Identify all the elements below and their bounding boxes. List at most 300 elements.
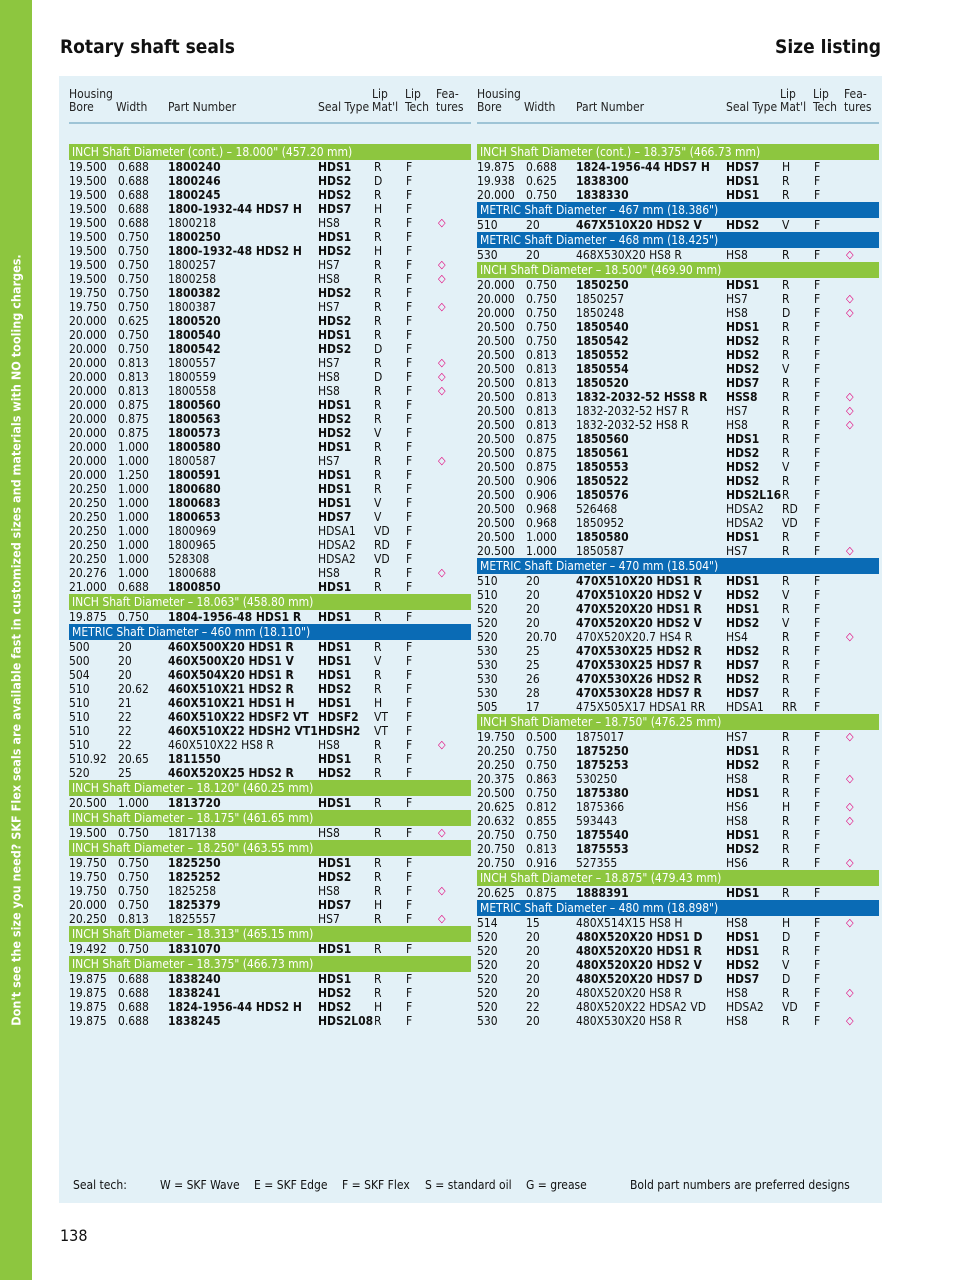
seal-type-cell: HDS2 <box>318 188 352 202</box>
seal-type-cell: HS8 <box>318 272 340 286</box>
part-number-cell: 480X514X15 HS8 H <box>576 916 683 930</box>
table-row <box>477 886 879 900</box>
part-number-cell: 1838300 <box>576 174 629 188</box>
table-row <box>477 160 879 174</box>
table-row <box>477 446 879 460</box>
width-cell: 0.625 <box>526 174 557 188</box>
part-number-cell: 1800969 <box>168 524 217 538</box>
part-number-cell: 460X510X21 HDS1 H <box>168 696 295 710</box>
width-cell: 1.000 <box>118 524 149 538</box>
seal-type-cell: HDS2 <box>318 426 352 440</box>
width-cell: 0.813 <box>526 376 557 390</box>
table-row <box>477 544 879 558</box>
seal-type-cell: HS7 <box>318 356 340 370</box>
lip-tech-cell: F <box>406 898 413 912</box>
table-row <box>69 1000 471 1014</box>
width-cell: 0.968 <box>526 516 557 530</box>
lip-material-cell: D <box>374 370 383 384</box>
part-number-cell: 460X500X20 HDS1 R <box>168 640 294 654</box>
table-row <box>69 272 471 286</box>
seal-type-cell: HDS7 <box>318 202 352 216</box>
width-cell: 0.875 <box>526 460 557 474</box>
lip-material-cell: H <box>374 696 383 710</box>
features-cell: ◇ <box>438 384 446 397</box>
table-row <box>69 826 471 840</box>
width-cell: 0.625 <box>118 314 149 328</box>
lip-tech-cell: F <box>814 700 821 714</box>
lip-material-cell: H <box>374 898 383 912</box>
seal-type-cell: HDS1 <box>318 580 352 594</box>
width-cell: 0.688 <box>118 202 149 216</box>
lip-tech-cell: F <box>406 230 413 244</box>
table-row <box>69 610 471 624</box>
width-cell: 0.813 <box>118 384 149 398</box>
lip-material-cell: R <box>782 320 790 334</box>
part-number-cell: 1831070 <box>168 942 221 956</box>
size-section <box>477 870 879 900</box>
housing-bore-cell: 19.500 <box>69 188 107 202</box>
lip-material-cell: VD <box>374 552 390 566</box>
seal-type-cell: HS8 <box>726 986 748 1000</box>
housing-bore-cell: 20.500 <box>477 320 515 334</box>
lip-material-cell: D <box>782 972 791 986</box>
width-cell: 25 <box>526 644 540 658</box>
width-cell: 0.688 <box>118 1014 149 1028</box>
lip-material-cell: R <box>374 300 382 314</box>
table-row <box>477 516 879 530</box>
table-row <box>477 1014 879 1028</box>
width-cell: 0.750 <box>526 334 557 348</box>
lip-tech-cell: F <box>406 160 413 174</box>
header-features: Fea- tures <box>844 87 872 114</box>
lip-material-cell: R <box>374 870 382 884</box>
seal-type-cell: HDS1 <box>726 432 760 446</box>
part-number-cell: 1850952 <box>576 516 625 530</box>
part-number-cell: 460X500X20 HDS1 V <box>168 654 294 668</box>
table-row <box>69 766 471 780</box>
seal-type-cell: HDS2 <box>318 342 352 356</box>
features-cell: ◇ <box>846 916 854 929</box>
part-number-cell: 480X530X20 HS8 R <box>576 1014 682 1028</box>
width-cell: 0.750 <box>118 328 149 342</box>
part-number-cell: 1800563 <box>168 412 221 426</box>
lip-material-cell: R <box>782 658 790 672</box>
seal-type-cell: HS8 <box>318 884 340 898</box>
lip-tech-cell: F <box>406 986 413 1000</box>
seal-type-cell: HS7 <box>726 292 748 306</box>
part-number-cell: 480X520X20 HDS1 D <box>576 930 703 944</box>
housing-bore-cell: 19.875 <box>69 1000 107 1014</box>
lip-tech-cell: F <box>406 174 413 188</box>
width-cell: 0.813 <box>526 842 557 856</box>
lip-tech-cell: F <box>814 362 821 376</box>
width-cell: 20 <box>526 574 540 588</box>
lip-tech-cell: F <box>814 886 821 900</box>
header-housing: Housing Bore <box>69 87 113 114</box>
housing-bore-cell: 520 <box>477 986 498 1000</box>
part-number-cell: 1800591 <box>168 468 221 482</box>
lip-tech-cell: F <box>814 334 821 348</box>
width-cell: 0.813 <box>526 362 557 376</box>
width-cell: 0.750 <box>118 826 149 840</box>
lip-tech-cell: F <box>406 870 413 884</box>
part-number-cell: 1811550 <box>168 752 221 766</box>
housing-bore-cell: 19.750 <box>69 286 107 300</box>
header-part-number: Part Number <box>576 100 645 114</box>
housing-bore-cell: 20.000 <box>69 440 107 454</box>
lip-material-cell: D <box>782 930 791 944</box>
part-number-cell: 1875017 <box>576 730 625 744</box>
lip-material-cell: R <box>374 580 382 594</box>
housing-bore-cell: 20.500 <box>477 404 515 418</box>
lip-tech-cell: F <box>406 510 413 524</box>
seal-type-cell: HDS1 <box>318 752 352 766</box>
size-section <box>69 956 471 1028</box>
seal-type-cell: HS7 <box>726 544 748 558</box>
part-number-cell: 1800218 <box>168 216 217 230</box>
seal-type-cell: HS7 <box>318 454 340 468</box>
seal-type-cell: HDS1 <box>318 654 352 668</box>
width-cell: 22 <box>118 710 132 724</box>
seal-type-cell: HS8 <box>318 566 340 580</box>
width-cell: 15 <box>526 916 540 930</box>
seal-type-cell: HDS2 <box>318 314 352 328</box>
size-section <box>477 558 879 714</box>
part-number-cell: 480X520X22 HDSA2 VD <box>576 1000 707 1014</box>
part-number-cell: 1850257 <box>576 292 625 306</box>
housing-bore-cell: 20.276 <box>69 566 107 580</box>
table-row <box>477 658 879 672</box>
housing-bore-cell: 19.500 <box>69 160 107 174</box>
width-cell: 20.62 <box>118 682 149 696</box>
width-cell: 1.000 <box>118 552 149 566</box>
lip-material-cell: R <box>782 488 790 502</box>
housing-bore-cell: 20.500 <box>477 474 515 488</box>
lip-material-cell: H <box>374 202 383 216</box>
seal-type-cell: HDS1 <box>318 440 352 454</box>
table-row <box>477 588 879 602</box>
part-number-cell: 1875253 <box>576 758 629 772</box>
width-cell: 20 <box>526 1014 540 1028</box>
lip-tech-cell: F <box>814 828 821 842</box>
lip-tech-cell: F <box>406 384 413 398</box>
table-row <box>69 566 471 580</box>
width-cell: 1.250 <box>118 468 149 482</box>
housing-bore-cell: 20.000 <box>477 292 515 306</box>
housing-bore-cell: 19.875 <box>69 1014 107 1028</box>
lip-tech-cell: F <box>406 328 413 342</box>
lip-material-cell: R <box>782 828 790 842</box>
lip-tech-cell: F <box>814 460 821 474</box>
housing-bore-cell: 20.500 <box>477 362 515 376</box>
features-cell: ◇ <box>846 856 854 869</box>
housing-bore-cell: 21.000 <box>69 580 107 594</box>
lip-tech-cell: F <box>406 426 413 440</box>
part-number-cell: 480X520X20 HDS7 D <box>576 972 703 986</box>
table-row <box>69 912 471 926</box>
part-number-cell: 470X530X25 HDS7 R <box>576 658 702 672</box>
column-header <box>69 82 471 122</box>
table-row <box>477 418 879 432</box>
lip-tech-cell: F <box>814 404 821 418</box>
housing-bore-cell: 19.500 <box>69 230 107 244</box>
lip-material-cell: R <box>374 328 382 342</box>
housing-bore-cell: 510 <box>69 738 90 752</box>
lip-material-cell: R <box>374 752 382 766</box>
housing-bore-cell: 20.250 <box>69 496 107 510</box>
inch-section-heading: INCH Shaft Diameter – 18.175" (461.65 mm) <box>69 810 471 826</box>
part-number-cell: 528308 <box>168 552 210 566</box>
lip-tech-cell: F <box>406 356 413 370</box>
seal-type-cell: HS8 <box>726 814 748 828</box>
seal-type-cell: HS6 <box>726 800 748 814</box>
width-cell: 1.000 <box>118 440 149 454</box>
inch-section-heading: INCH Shaft Diameter (cont.) – 18.000" (457.20 mm) <box>69 144 471 160</box>
seal-type-cell: HDS1 <box>726 320 760 334</box>
lip-tech-cell: F <box>814 348 821 362</box>
lip-material-cell: R <box>374 258 382 272</box>
part-number-cell: 1800240 <box>168 160 221 174</box>
part-number-cell: 1850520 <box>576 376 629 390</box>
seal-type-cell: HDS2 <box>318 766 352 780</box>
part-number-cell: 527355 <box>576 856 618 870</box>
lip-material-cell: R <box>374 640 382 654</box>
lip-tech-cell: F <box>406 216 413 230</box>
seal-type-cell: HDS7 <box>726 658 760 672</box>
seal-type-cell: HDS1 <box>726 930 760 944</box>
width-cell: 0.750 <box>526 758 557 772</box>
width-cell: 0.688 <box>118 1000 149 1014</box>
width-cell: 20 <box>526 986 540 1000</box>
housing-bore-cell: 20.000 <box>69 398 107 412</box>
lip-tech-cell: F <box>406 580 413 594</box>
width-cell: 20 <box>526 958 540 972</box>
seal-type-cell: HS7 <box>318 300 340 314</box>
width-cell: 0.750 <box>118 300 149 314</box>
width-cell: 20 <box>526 602 540 616</box>
inch-section-heading: INCH Shaft Diameter – 18.500" (469.90 mm) <box>477 262 879 278</box>
lip-tech-cell: F <box>406 682 413 696</box>
lip-material-cell: R <box>374 384 382 398</box>
inch-section-heading: INCH Shaft Diameter – 18.250" (463.55 mm) <box>69 840 471 856</box>
width-cell: 20 <box>526 944 540 958</box>
part-number-cell: 460X520X25 HDS2 R <box>168 766 294 780</box>
lip-tech-cell: F <box>814 786 821 800</box>
width-cell: 25 <box>118 766 132 780</box>
table-row <box>477 730 879 744</box>
width-cell: 0.813 <box>526 348 557 362</box>
seal-type-cell: HDS1 <box>726 602 760 616</box>
lip-material-cell: VT <box>374 710 388 724</box>
housing-bore-cell: 19.500 <box>69 202 107 216</box>
lip-material-cell: R <box>782 248 790 262</box>
part-number-cell: 460X510X22 HDSH2 VT1 <box>168 724 318 738</box>
width-cell: 1.000 <box>118 482 149 496</box>
seal-type-cell: HS7 <box>726 404 748 418</box>
part-number-cell: 1800850 <box>168 580 221 594</box>
lip-tech-cell: F <box>814 306 821 320</box>
lip-tech-cell: F <box>406 942 413 956</box>
part-number-cell: 470X530X26 HDS2 R <box>576 672 702 686</box>
part-number-cell: 1800580 <box>168 440 221 454</box>
seal-type-cell: HDS2 <box>318 286 352 300</box>
width-cell: 0.813 <box>526 390 557 404</box>
lip-tech-cell: F <box>814 958 821 972</box>
housing-bore-cell: 20.000 <box>477 278 515 292</box>
table-row <box>477 602 879 616</box>
table-row <box>69 370 471 384</box>
lip-material-cell: H <box>782 160 791 174</box>
seal-type-cell: HS8 <box>318 384 340 398</box>
housing-bore-cell: 20.500 <box>477 376 515 390</box>
housing-bore-cell: 20.632 <box>477 814 515 828</box>
features-cell: ◇ <box>846 800 854 813</box>
right-table-body <box>477 144 879 1028</box>
lip-tech-cell: F <box>406 412 413 426</box>
table-row <box>477 616 879 630</box>
lip-material-cell: R <box>374 160 382 174</box>
width-cell: 20 <box>118 640 132 654</box>
width-cell: 0.750 <box>118 244 149 258</box>
housing-bore-cell: 20.000 <box>69 426 107 440</box>
lip-tech-cell: F <box>406 300 413 314</box>
table-row <box>69 738 471 752</box>
table-row <box>477 188 879 202</box>
table-row <box>69 870 471 884</box>
legend-edge: E = SKF Edge <box>254 1178 328 1192</box>
part-number-cell: 1800683 <box>168 496 221 510</box>
housing-bore-cell: 20.000 <box>69 342 107 356</box>
lip-material-cell: H <box>782 800 791 814</box>
part-number-cell: 526468 <box>576 502 618 516</box>
lip-tech-cell: F <box>814 574 821 588</box>
table-row <box>69 884 471 898</box>
table-row <box>69 496 471 510</box>
housing-bore-cell: 20.250 <box>69 552 107 566</box>
table-row <box>69 160 471 174</box>
lip-material-cell: V <box>782 958 790 972</box>
left-column <box>69 82 471 1028</box>
part-number-cell: 1800587 <box>168 454 217 468</box>
legend-grease: G = grease <box>526 1178 587 1192</box>
table-row <box>477 1000 879 1014</box>
size-section <box>69 780 471 810</box>
table-row <box>69 188 471 202</box>
part-number-cell: 1850560 <box>576 432 629 446</box>
seal-type-cell: HDS1 <box>318 942 352 956</box>
size-section <box>477 202 879 232</box>
seal-type-cell: HS8 <box>726 916 748 930</box>
seal-type-cell: HDS1 <box>318 160 352 174</box>
features-cell: ◇ <box>438 370 446 383</box>
table-row <box>477 944 879 958</box>
lip-tech-cell: F <box>814 218 821 232</box>
housing-bore-cell: 19.500 <box>69 826 107 840</box>
housing-bore-cell: 20.250 <box>69 524 107 538</box>
housing-bore-cell: 19.875 <box>69 972 107 986</box>
part-number-cell: 1800245 <box>168 188 221 202</box>
lip-material-cell: R <box>782 574 790 588</box>
housing-bore-cell: 510 <box>69 696 90 710</box>
features-cell: ◇ <box>438 454 446 467</box>
section-title: Size listing <box>775 36 881 58</box>
part-number-cell: 1800257 <box>168 258 217 272</box>
page-number: 138 <box>60 1226 88 1245</box>
housing-bore-cell: 20.500 <box>477 544 515 558</box>
size-section <box>69 624 471 780</box>
seal-type-cell: HDSH2 <box>318 724 361 738</box>
lip-tech-cell: F <box>814 986 821 1000</box>
part-number-cell: 1875540 <box>576 828 629 842</box>
width-cell: 0.750 <box>118 884 149 898</box>
seal-type-cell: HDS2L16 <box>726 488 782 502</box>
lip-material-cell: R <box>782 856 790 870</box>
inch-section-heading: INCH Shaft Diameter – 18.750" (476.25 mm) <box>477 714 879 730</box>
features-cell: ◇ <box>438 216 446 229</box>
seal-type-cell: HDS2 <box>726 218 760 232</box>
part-number-cell: 1825557 <box>168 912 217 926</box>
seal-type-cell: HS7 <box>318 912 340 926</box>
housing-bore-cell: 520 <box>477 616 498 630</box>
part-number-cell: 1850250 <box>576 278 629 292</box>
table-row <box>69 580 471 594</box>
width-cell: 26 <box>526 672 540 686</box>
lip-material-cell: R <box>782 278 790 292</box>
lip-tech-cell: F <box>814 744 821 758</box>
table-row <box>69 342 471 356</box>
lip-tech-cell: F <box>814 1014 821 1028</box>
lip-material-cell: R <box>374 738 382 752</box>
lip-tech-cell: F <box>814 944 821 958</box>
part-number-cell: 1850540 <box>576 320 629 334</box>
width-cell: 0.750 <box>118 610 149 624</box>
table-row <box>477 278 879 292</box>
lip-material-cell: VT <box>374 724 388 738</box>
part-number-cell: 1800559 <box>168 370 217 384</box>
header-part-number: Part Number <box>168 100 237 114</box>
lip-material-cell: R <box>782 390 790 404</box>
seal-type-cell: HDS1 <box>318 398 352 412</box>
width-cell: 20.70 <box>526 630 557 644</box>
lip-material-cell: R <box>782 446 790 460</box>
lip-tech-cell: F <box>406 752 413 766</box>
part-number-cell: 1850542 <box>576 334 629 348</box>
width-cell: 1.000 <box>118 510 149 524</box>
seal-type-cell: HDS1 <box>318 496 352 510</box>
features-cell: ◇ <box>846 404 854 417</box>
table-row <box>477 320 879 334</box>
width-cell: 1.000 <box>526 544 557 558</box>
width-cell: 20 <box>526 616 540 630</box>
header-lip-tech: Lip Tech <box>405 87 429 114</box>
features-cell: ◇ <box>438 884 446 897</box>
housing-bore-cell: 19.938 <box>477 174 515 188</box>
lip-material-cell: R <box>782 786 790 800</box>
lip-tech-cell: F <box>406 468 413 482</box>
left-table-body <box>69 144 471 1028</box>
housing-bore-cell: 19.750 <box>69 856 107 870</box>
lip-material-cell: R <box>374 440 382 454</box>
housing-bore-cell: 19.492 <box>69 942 107 956</box>
lip-tech-cell: F <box>814 376 821 390</box>
seal-type-cell: HDS2 <box>726 474 760 488</box>
part-number-cell: 1850580 <box>576 530 629 544</box>
housing-bore-cell: 510 <box>69 682 90 696</box>
seal-type-cell: HS6 <box>726 856 748 870</box>
lip-material-cell: R <box>374 796 382 810</box>
width-cell: 20 <box>526 248 540 262</box>
lip-tech-cell: F <box>814 916 821 930</box>
